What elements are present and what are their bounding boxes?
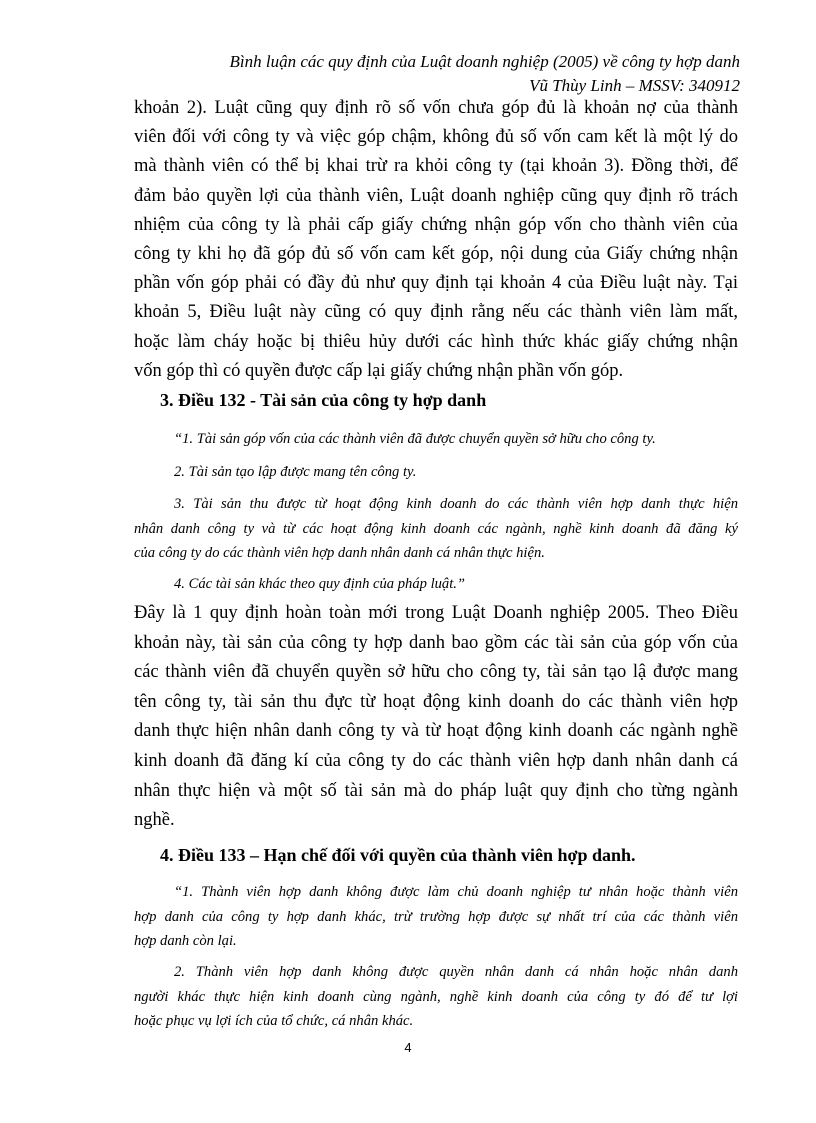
quote-clause-2 — [134, 460, 738, 485]
quote-line: “1. Thành viên hợp danh không được làm chủ doanh nghiệp tư nhân hoặc thành viên — [174, 884, 738, 900]
text-line: kinh doanh đã đăng kí của công ty do các thành viên hợp danh nhân danh cá — [134, 750, 738, 771]
paragraph-company-assets — [134, 599, 738, 836]
quote-line: người khác thực hiện kinh doanh cùng ngành, nghề kinh doanh của công ty đó để tư lợi — [134, 988, 738, 1005]
text-line: vốn góp thì có quyền được cấp lại giấy chứng nhận phần vốn góp. — [134, 360, 624, 381]
text-line: hoặc làm cháy hoặc bị thiêu hủy dưới các hình thức khác giấy chứng nhận — [134, 331, 738, 352]
text-line: đảm bảo quyền lợi của thành viên, Luật doanh nghiệp cũng quy định rõ trách — [134, 185, 738, 206]
text-line: nhân thực hiện và một số tài sản mà do pháp luật quy định cho từng ngành — [134, 780, 738, 801]
text-line: phần vốn góp phải có đầy đủ như quy định tại khoản 4 của Điều luật này. Tại — [134, 273, 738, 294]
quote-restriction-2 — [134, 960, 738, 1034]
quote-line: nhân danh công ty và từ các hoạt động kinh doanh các ngành, nghề kinh doanh đã đăng ký — [134, 520, 738, 537]
page-number: 4 — [404, 1040, 412, 1055]
page-header — [100, 50, 740, 98]
text-line: tên công ty, tài sản thu đực từ hoạt động kinh doanh do các thành viên hợp — [134, 691, 738, 712]
quote-line: 2. Tài sản tạo lập được mang tên công ty. — [174, 464, 417, 480]
quote-line: của công ty do các thành viên hợp danh nhân danh cá nhân thực hiện. — [134, 545, 545, 561]
paragraph-capital-contribution — [134, 94, 738, 386]
text-line: khoản 5, Điều luật này cũng có quy định rằng nếu các thành viên làm mất, — [134, 302, 738, 323]
section-heading-article-132: 3. Điều 132 - Tài sản của công ty hợp danh — [160, 390, 487, 410]
text-line: danh thực hiện nhân danh công ty và từ hoạt động kinh doanh các ngành nghề — [134, 721, 738, 742]
text-line: nghề. — [134, 810, 175, 831]
quote-line: hợp danh của công ty hợp danh khác, trừ trường hợp được sự nhất trí của các thành viên — [134, 908, 738, 925]
quote-restriction-1 — [134, 880, 738, 954]
header-author: Vũ Thùy Linh – MSSV: 340912 — [529, 76, 740, 95]
text-line: mà thành viên có thể bị khai trừ ra khỏi công ty (tại khoản 3). Đồng thời, để — [134, 156, 738, 177]
quote-clause-4 — [134, 572, 738, 597]
text-line: các thành viên đã chuyển quyền sở hữu cho công ty, tài sản tạo lậ được mang — [134, 662, 738, 683]
section-heading-article-133: 4. Điều 133 – Hạn chế đối với quyền của thành viên hợp danh. — [160, 845, 636, 865]
quote-line: “1. Tài sản góp vốn của các thành viên đã được chuyển quyền sở hữu cho công ty. — [174, 431, 656, 447]
header-title: Bình luận các quy định của Luật doanh nghiệp (2005) về công ty hợp danh — [229, 52, 740, 71]
quote-line: 4. Các tài sản khác theo quy định của pháp luật.” — [174, 576, 466, 592]
quote-clause-3 — [134, 492, 738, 566]
text-line: viên đối với công ty và việc góp chậm, không đủ số vốn cam kết là một lý do — [134, 127, 738, 148]
text-line: công ty khi họ đã góp đủ số vốn cam kết góp, nội dung của Giấy chứng nhận — [134, 244, 738, 265]
quote-line: hợp danh còn lại. — [134, 933, 237, 949]
text-line: khoản 2). Luật cũng quy định rõ số vốn chưa góp đủ là khoản nợ của thành — [134, 98, 738, 118]
quote-line: hoặc phục vụ lợi ích của tổ chức, cá nhân khác. — [134, 1013, 414, 1029]
quote-line: 2. Thành viên hợp danh không được quyền nhân danh cá nhân hoặc nhân danh — [174, 964, 738, 980]
quote-clause-1 — [134, 427, 738, 452]
text-line: khoản này, tài sản của công ty hợp danh bao gồm các tài sản của góp vốn của — [134, 632, 738, 653]
quote-line: 3. Tài sản thu được từ hoạt động kinh doanh do các thành viên hợp danh thực hiện — [174, 496, 738, 512]
text-line: Đây là 1 quy định hoàn toàn mới trong Luật Doanh nghiệp 2005. Theo Điều — [134, 603, 738, 623]
text-line: nhiệm của công ty là phải cấp giấy chứng nhận góp vốn cho thành viên của — [134, 214, 738, 235]
